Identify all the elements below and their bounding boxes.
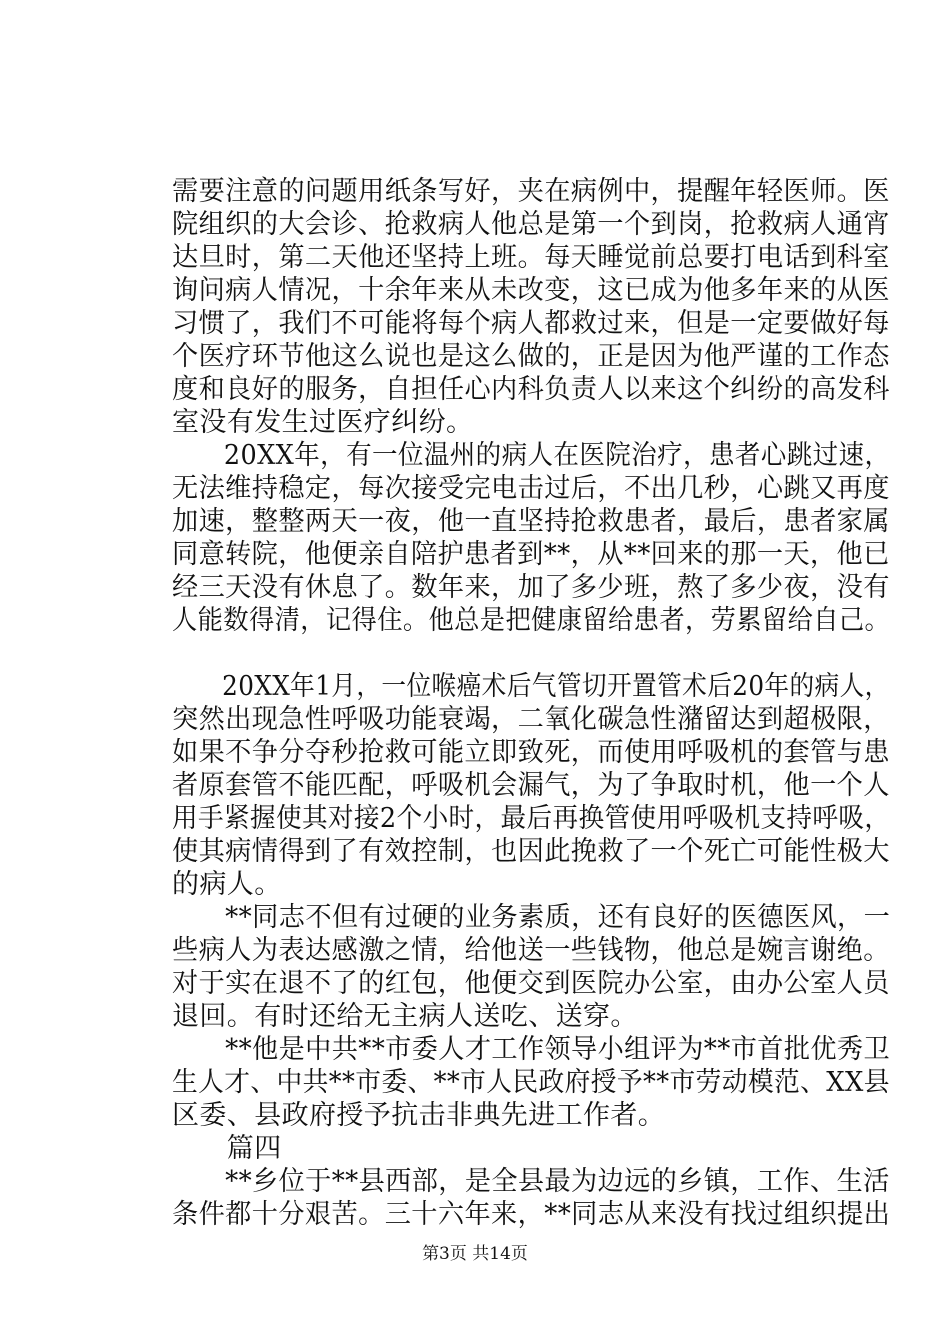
text-line: 退回。有时还给无主病人送吃、送穿。 [172, 1001, 638, 1032]
text-line: 习惯了，我们不可能将每个病人都救过来，但是一定要做好每 [172, 308, 890, 339]
text-line: 经三天没有休息了。数年来，加了多少班，熬了多少夜，没有 [172, 572, 890, 603]
text-line: 如果不争分夺秒抢救可能立即致死，而使用呼吸机的套管与患 [172, 737, 890, 768]
text-line: 对于实在退不了的红包，他便交到医院办公室，由办公室人员 [172, 968, 890, 999]
text-line: **乡位于**县西部，是全县最为边远的乡镇，工作、生活 [172, 1166, 890, 1197]
text-line: **同志不但有过硬的业务素质，还有良好的医德医风，一 [172, 902, 891, 933]
text-line: 需要注意的问题用纸条写好，夹在病例中，提醒年轻医师。医 [172, 176, 890, 207]
text-line: 人能数得清，记得住。他总是把健康留给患者，劳累留给自己。 [172, 605, 891, 636]
text-line: 室没有发生过医疗纠纷。 [172, 407, 474, 438]
text-line: **他是中共**市委人才工作领导小组评为**市首批优秀卫 [172, 1034, 891, 1065]
text-line: 个医疗环节他这么说也是这么做的，正是因为他严谨的工作态 [172, 341, 890, 372]
text-line: 突然出现急性呼吸功能衰竭，二氧化碳急性潴留达到超极限， [172, 704, 890, 735]
text-line: 篇四 [172, 1133, 282, 1164]
text-line: 用手紧握使其对接2个小时，最后再换管使用呼吸机支持呼吸， [172, 803, 891, 834]
text-line: 加速，整整两天一夜，他一直坚持抢救患者，最后，患者家属 [172, 506, 890, 537]
text-line: 的病人。 [172, 869, 282, 900]
text-line: 达旦时，第二天他还坚持上班。每天睡觉前总要打电话到科室 [172, 242, 890, 273]
text-line: 区委、县政府授予抗击非典先进工作者。 [172, 1100, 666, 1131]
text-line: 同意转院，他便亲自陪护患者到**，从**回来的那一天，他已 [172, 539, 890, 570]
text-line: 20XX年1月，一位喉癌术后气管切开置管术后20年的病人， [172, 671, 890, 702]
text-line: 无法维持稳定，每次接受完电击过后，不出几秒，心跳又再度 [172, 473, 890, 504]
text-line: 院组织的大会诊、抢救病人他总是第一个到岗，抢救病人通宵 [172, 209, 890, 240]
text-line: 询问病人情况，十余年来从未改变，这已成为他多年来的从医 [172, 275, 890, 306]
page-number-footer: 第3页 共14页 [422, 1244, 528, 1264]
text-line: 20XX年，有一位温州的病人在医院治疗，患者心跳过速， [172, 440, 891, 471]
text-line: 些病人为表达感激之情，给他送一些钱物，他总是婉言谢绝。 [172, 935, 890, 966]
text-line: 使其病情得到了有效控制，也因此挽救了一个死亡可能性极大 [172, 836, 890, 867]
text-line: 者原套管不能匹配，呼吸机会漏气，为了争取时机，他一个人 [172, 770, 890, 801]
text-line: 度和良好的服务，自担任心内科负责人以来这个纠纷的高发科 [172, 374, 890, 405]
text-line: 条件都十分艰苦。三十六年来，**同志从来没有找过组织提出 [172, 1199, 891, 1230]
text-line: 生人才、中共**市委、**市人民政府授予**市劳动模范、XX县 [172, 1067, 890, 1098]
